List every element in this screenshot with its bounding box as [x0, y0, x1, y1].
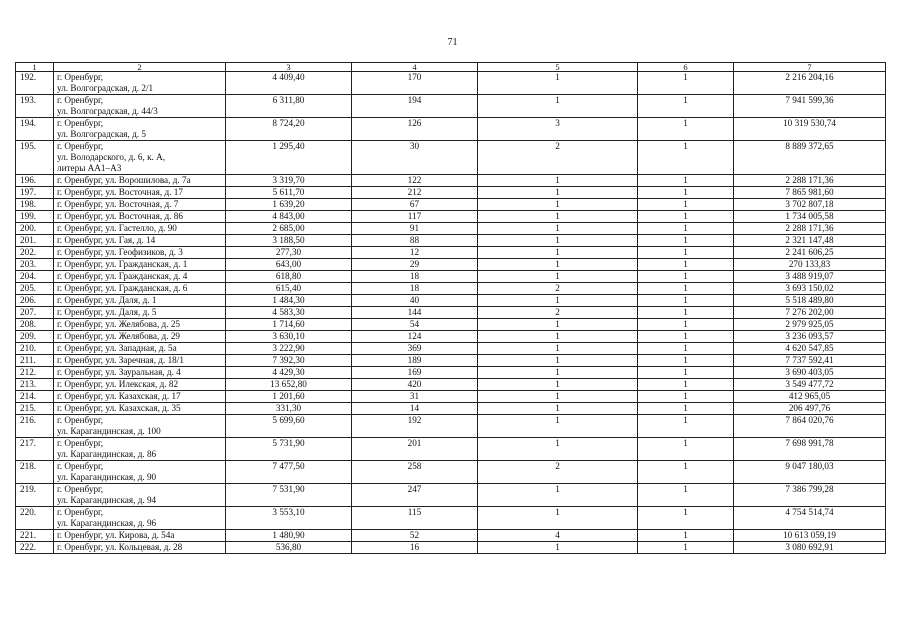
amount-cell: 2 216 204,16	[734, 72, 886, 95]
table-row	[16, 271, 886, 283]
amount-cell: 3 702 807,18	[734, 199, 886, 211]
col5-cell: 2	[478, 307, 638, 319]
count-cell: 170	[352, 72, 478, 95]
row-number: 200.	[16, 223, 54, 235]
area-cell: 4 583,30	[226, 307, 352, 319]
address-cell: г. Оренбург, ул. Карагандинская, д. 94	[54, 484, 226, 507]
col6-cell: 1	[638, 307, 734, 319]
address-cell: г. Оренбург, ул. Кольцевая, д. 28	[54, 542, 226, 554]
area-cell: 2 685,00	[226, 223, 352, 235]
table-row	[16, 438, 886, 461]
col6-cell: 1	[638, 95, 734, 118]
row-number: 195.	[16, 141, 54, 175]
address-cell: г. Оренбург, ул. Заречная, д. 18/1	[54, 355, 226, 367]
col5-cell: 1	[478, 211, 638, 223]
count-cell: 14	[352, 403, 478, 415]
area-cell: 277,30	[226, 247, 352, 259]
table-row	[16, 295, 886, 307]
col5-cell: 1	[478, 379, 638, 391]
row-number: 208.	[16, 319, 54, 331]
area-cell: 3 553,10	[226, 507, 352, 530]
table-row	[16, 343, 886, 355]
col6-cell: 1	[638, 461, 734, 484]
table-row	[16, 247, 886, 259]
amount-cell: 3 488 919,07	[734, 271, 886, 283]
count-cell: 369	[352, 343, 478, 355]
table-row	[16, 484, 886, 507]
col6-cell: 1	[638, 235, 734, 247]
row-number: 213.	[16, 379, 54, 391]
amount-cell: 4 620 547,85	[734, 343, 886, 355]
col5-cell: 1	[478, 367, 638, 379]
col6-cell: 1	[638, 223, 734, 235]
amount-cell: 206 497,76	[734, 403, 886, 415]
col6-cell: 1	[638, 211, 734, 223]
row-number: 221.	[16, 530, 54, 542]
col5-cell: 1	[478, 223, 638, 235]
table-row	[16, 331, 886, 343]
page-number: 71	[447, 37, 458, 48]
row-number: 219.	[16, 484, 54, 507]
count-cell: 258	[352, 461, 478, 484]
count-cell: 117	[352, 211, 478, 223]
address-cell: г. Оренбург, ул. Карагандинская, д. 90	[54, 461, 226, 484]
col6-cell: 1	[638, 259, 734, 271]
count-cell: 52	[352, 530, 478, 542]
amount-cell: 2 288 171,36	[734, 175, 886, 187]
amount-cell: 7 276 202,00	[734, 307, 886, 319]
address-cell: г. Оренбург, ул. Гая, д. 14	[54, 235, 226, 247]
address-cell: г. Оренбург, ул. Карагандинская, д. 86	[54, 438, 226, 461]
col6-cell: 1	[638, 367, 734, 379]
column-header: 7	[734, 63, 886, 72]
col6-cell: 1	[638, 438, 734, 461]
area-cell: 1 639,20	[226, 199, 352, 211]
address-cell: г. Оренбург, ул. Казахская, д. 17	[54, 391, 226, 403]
count-cell: 54	[352, 319, 478, 331]
row-number: 209.	[16, 331, 54, 343]
area-cell: 5 699,60	[226, 415, 352, 438]
area-cell: 8 724,20	[226, 118, 352, 141]
area-cell: 7 392,30	[226, 355, 352, 367]
address-cell: г. Оренбург, ул. Восточная, д. 86	[54, 211, 226, 223]
area-cell: 7 531,90	[226, 484, 352, 507]
table-row	[16, 235, 886, 247]
row-number: 194.	[16, 118, 54, 141]
table-row	[16, 391, 886, 403]
table-row	[16, 283, 886, 295]
address-cell: г. Оренбург, ул. Казахская, д. 35	[54, 403, 226, 415]
row-number: 214.	[16, 391, 54, 403]
address-cell: г. Оренбург, ул. Восточная, д. 7	[54, 199, 226, 211]
amount-cell: 10 613 059,19	[734, 530, 886, 542]
table-row	[16, 307, 886, 319]
count-cell: 189	[352, 355, 478, 367]
table-row	[16, 355, 886, 367]
amount-cell: 5 518 489,80	[734, 295, 886, 307]
col5-cell: 1	[478, 438, 638, 461]
col6-cell: 1	[638, 379, 734, 391]
column-header: 6	[638, 63, 734, 72]
col5-cell: 1	[478, 72, 638, 95]
col6-cell: 1	[638, 283, 734, 295]
row-number: 204.	[16, 271, 54, 283]
count-cell: 18	[352, 283, 478, 295]
address-cell: г. Оренбург, ул. Волгоградская, д. 44/3	[54, 95, 226, 118]
col6-cell: 1	[638, 319, 734, 331]
amount-cell: 3 549 477,72	[734, 379, 886, 391]
count-cell: 16	[352, 542, 478, 554]
table-row	[16, 507, 886, 530]
col6-cell: 1	[638, 343, 734, 355]
row-number: 220.	[16, 507, 54, 530]
col6-cell: 1	[638, 271, 734, 283]
table-row	[16, 187, 886, 199]
table-row	[16, 259, 886, 271]
count-cell: 212	[352, 187, 478, 199]
table-row	[16, 175, 886, 187]
col6-cell: 1	[638, 403, 734, 415]
area-cell: 1 295,40	[226, 141, 352, 175]
amount-cell: 4 754 514,74	[734, 507, 886, 530]
area-cell: 7 477,50	[226, 461, 352, 484]
col6-cell: 1	[638, 542, 734, 554]
address-cell: г. Оренбург, ул. Володарского, д. 6, к. А, литеры АА1–А3	[54, 141, 226, 175]
address-cell: г. Оренбург, ул. Зауральная, д. 4	[54, 367, 226, 379]
col5-cell: 2	[478, 283, 638, 295]
row-number: 197.	[16, 187, 54, 199]
row-number: 216.	[16, 415, 54, 438]
table-row	[16, 141, 886, 175]
col6-cell: 1	[638, 391, 734, 403]
col6-cell: 1	[638, 199, 734, 211]
amount-cell: 7 941 599,36	[734, 95, 886, 118]
row-number: 201.	[16, 235, 54, 247]
column-header: 2	[54, 63, 226, 72]
amount-cell: 7 865 981,60	[734, 187, 886, 199]
area-cell: 4 843,00	[226, 211, 352, 223]
amount-cell: 9 047 180,03	[734, 461, 886, 484]
col6-cell: 1	[638, 507, 734, 530]
col5-cell: 1	[478, 175, 638, 187]
col5-cell: 1	[478, 187, 638, 199]
area-cell: 6 311,80	[226, 95, 352, 118]
amount-cell: 2 241 606,25	[734, 247, 886, 259]
area-cell: 3 222,90	[226, 343, 352, 355]
table-row	[16, 379, 886, 391]
address-cell: г. Оренбург, ул. Карагандинская, д. 96	[54, 507, 226, 530]
address-cell: г. Оренбург, ул. Волгоградская, д. 5	[54, 118, 226, 141]
col5-cell: 1	[478, 343, 638, 355]
amount-cell: 8 889 372,65	[734, 141, 886, 175]
col6-cell: 1	[638, 331, 734, 343]
column-header: 5	[478, 63, 638, 72]
count-cell: 126	[352, 118, 478, 141]
row-number: 210.	[16, 343, 54, 355]
count-cell: 40	[352, 295, 478, 307]
count-cell: 124	[352, 331, 478, 343]
table-row	[16, 72, 886, 95]
col5-cell: 3	[478, 118, 638, 141]
row-number: 199.	[16, 211, 54, 223]
col5-cell: 1	[478, 259, 638, 271]
col5-cell: 1	[478, 507, 638, 530]
col5-cell: 4	[478, 530, 638, 542]
amount-cell: 270 133,83	[734, 259, 886, 271]
amount-cell: 3 236 093,57	[734, 331, 886, 343]
table-row	[16, 199, 886, 211]
column-header: 4	[352, 63, 478, 72]
column-header: 1	[16, 63, 54, 72]
amount-cell: 10 319 530,74	[734, 118, 886, 141]
table-row	[16, 118, 886, 141]
row-number: 192.	[16, 72, 54, 95]
address-cell: г. Оренбург, ул. Илекская, д. 82	[54, 379, 226, 391]
row-number: 207.	[16, 307, 54, 319]
area-cell: 3 319,70	[226, 175, 352, 187]
address-cell: г. Оренбург, ул. Восточная, д. 17	[54, 187, 226, 199]
amount-cell: 2 288 171,36	[734, 223, 886, 235]
amount-cell: 2 321 147,48	[734, 235, 886, 247]
count-cell: 30	[352, 141, 478, 175]
area-cell: 643,00	[226, 259, 352, 271]
amount-cell: 7 386 799,28	[734, 484, 886, 507]
count-cell: 247	[352, 484, 478, 507]
table-row	[16, 367, 886, 379]
table-row	[16, 319, 886, 331]
col6-cell: 1	[638, 118, 734, 141]
area-cell: 536,80	[226, 542, 352, 554]
count-cell: 169	[352, 367, 478, 379]
amount-cell: 3 690 403,05	[734, 367, 886, 379]
col5-cell: 2	[478, 141, 638, 175]
amount-cell: 3 693 150,02	[734, 283, 886, 295]
table-body	[16, 63, 886, 554]
address-cell: г. Оренбург, ул. Даля, д. 1	[54, 295, 226, 307]
count-cell: 88	[352, 235, 478, 247]
count-cell: 420	[352, 379, 478, 391]
address-cell: г. Оренбург, ул. Даля, д. 5	[54, 307, 226, 319]
address-cell: г. Оренбург, ул. Желябова, д. 29	[54, 331, 226, 343]
col6-cell: 1	[638, 484, 734, 507]
col5-cell: 1	[478, 331, 638, 343]
count-cell: 29	[352, 259, 478, 271]
column-header: 3	[226, 63, 352, 72]
col5-cell: 1	[478, 484, 638, 507]
count-cell: 201	[352, 438, 478, 461]
count-cell: 192	[352, 415, 478, 438]
area-cell: 1 484,30	[226, 295, 352, 307]
col5-cell: 2	[478, 461, 638, 484]
amount-cell: 7 698 991,78	[734, 438, 886, 461]
row-number: 193.	[16, 95, 54, 118]
data-table	[15, 62, 886, 554]
area-cell: 1 480,90	[226, 530, 352, 542]
count-cell: 115	[352, 507, 478, 530]
address-cell: г. Оренбург, ул. Гражданская, д. 6	[54, 283, 226, 295]
col5-cell: 1	[478, 247, 638, 259]
count-cell: 31	[352, 391, 478, 403]
table-row	[16, 415, 886, 438]
col6-cell: 1	[638, 72, 734, 95]
row-number: 196.	[16, 175, 54, 187]
row-number: 222.	[16, 542, 54, 554]
row-number: 212.	[16, 367, 54, 379]
address-cell: г. Оренбург, ул. Ворошилова, д. 7а	[54, 175, 226, 187]
col5-cell: 1	[478, 415, 638, 438]
row-number: 218.	[16, 461, 54, 484]
address-cell: г. Оренбург, ул. Волгоградская, д. 2/1	[54, 72, 226, 95]
count-cell: 67	[352, 199, 478, 211]
col5-cell: 1	[478, 271, 638, 283]
table-row	[16, 403, 886, 415]
col5-cell: 1	[478, 235, 638, 247]
address-cell: г. Оренбург, ул. Геофизиков, д. 3	[54, 247, 226, 259]
col5-cell: 1	[478, 319, 638, 331]
col6-cell: 1	[638, 355, 734, 367]
amount-cell: 2 979 925,05	[734, 319, 886, 331]
address-cell: г. Оренбург, ул. Карагандинская, д. 100	[54, 415, 226, 438]
row-number: 202.	[16, 247, 54, 259]
area-cell: 618,80	[226, 271, 352, 283]
col6-cell: 1	[638, 187, 734, 199]
area-cell: 4 409,40	[226, 72, 352, 95]
amount-cell: 412 965,05	[734, 391, 886, 403]
col5-cell: 1	[478, 295, 638, 307]
col5-cell: 1	[478, 355, 638, 367]
area-cell: 1 714,60	[226, 319, 352, 331]
address-cell: г. Оренбург, ул. Гражданская, д. 1	[54, 259, 226, 271]
area-cell: 331,30	[226, 403, 352, 415]
table-row	[16, 461, 886, 484]
row-number: 215.	[16, 403, 54, 415]
area-cell: 13 652,80	[226, 379, 352, 391]
amount-cell: 7 864 020,76	[734, 415, 886, 438]
count-cell: 144	[352, 307, 478, 319]
row-number: 211.	[16, 355, 54, 367]
col5-cell: 1	[478, 542, 638, 554]
address-cell: г. Оренбург, ул. Желябова, д. 25	[54, 319, 226, 331]
header-row	[16, 63, 886, 72]
col6-cell: 1	[638, 141, 734, 175]
col6-cell: 1	[638, 530, 734, 542]
count-cell: 18	[352, 271, 478, 283]
col5-cell: 1	[478, 95, 638, 118]
amount-cell: 7 737 592,41	[734, 355, 886, 367]
area-cell: 615,40	[226, 283, 352, 295]
col6-cell: 1	[638, 415, 734, 438]
address-cell: г. Оренбург, ул. Гражданская, д. 4	[54, 271, 226, 283]
count-cell: 122	[352, 175, 478, 187]
address-cell: г. Оренбург, ул. Кирова, д. 54а	[54, 530, 226, 542]
row-number: 203.	[16, 259, 54, 271]
area-cell: 3 188,50	[226, 235, 352, 247]
area-cell: 5 611,70	[226, 187, 352, 199]
amount-cell: 3 080 692,91	[734, 542, 886, 554]
address-cell: г. Оренбург, ул. Гастелло, д. 90	[54, 223, 226, 235]
row-number: 205.	[16, 283, 54, 295]
area-cell: 4 429,30	[226, 367, 352, 379]
area-cell: 3 630,10	[226, 331, 352, 343]
row-number: 206.	[16, 295, 54, 307]
col6-cell: 1	[638, 175, 734, 187]
amount-cell: 1 734 005,58	[734, 211, 886, 223]
table-row	[16, 95, 886, 118]
count-cell: 91	[352, 223, 478, 235]
col5-cell: 1	[478, 403, 638, 415]
count-cell: 12	[352, 247, 478, 259]
col5-cell: 1	[478, 391, 638, 403]
table-row	[16, 211, 886, 223]
area-cell: 1 201,60	[226, 391, 352, 403]
col6-cell: 1	[638, 247, 734, 259]
table-row	[16, 542, 886, 554]
area-cell: 5 731,90	[226, 438, 352, 461]
row-number: 217.	[16, 438, 54, 461]
col5-cell: 1	[478, 199, 638, 211]
address-cell: г. Оренбург, ул. Западная, д. 5а	[54, 343, 226, 355]
count-cell: 194	[352, 95, 478, 118]
table-row	[16, 223, 886, 235]
row-number: 198.	[16, 199, 54, 211]
table-row	[16, 530, 886, 542]
col6-cell: 1	[638, 295, 734, 307]
